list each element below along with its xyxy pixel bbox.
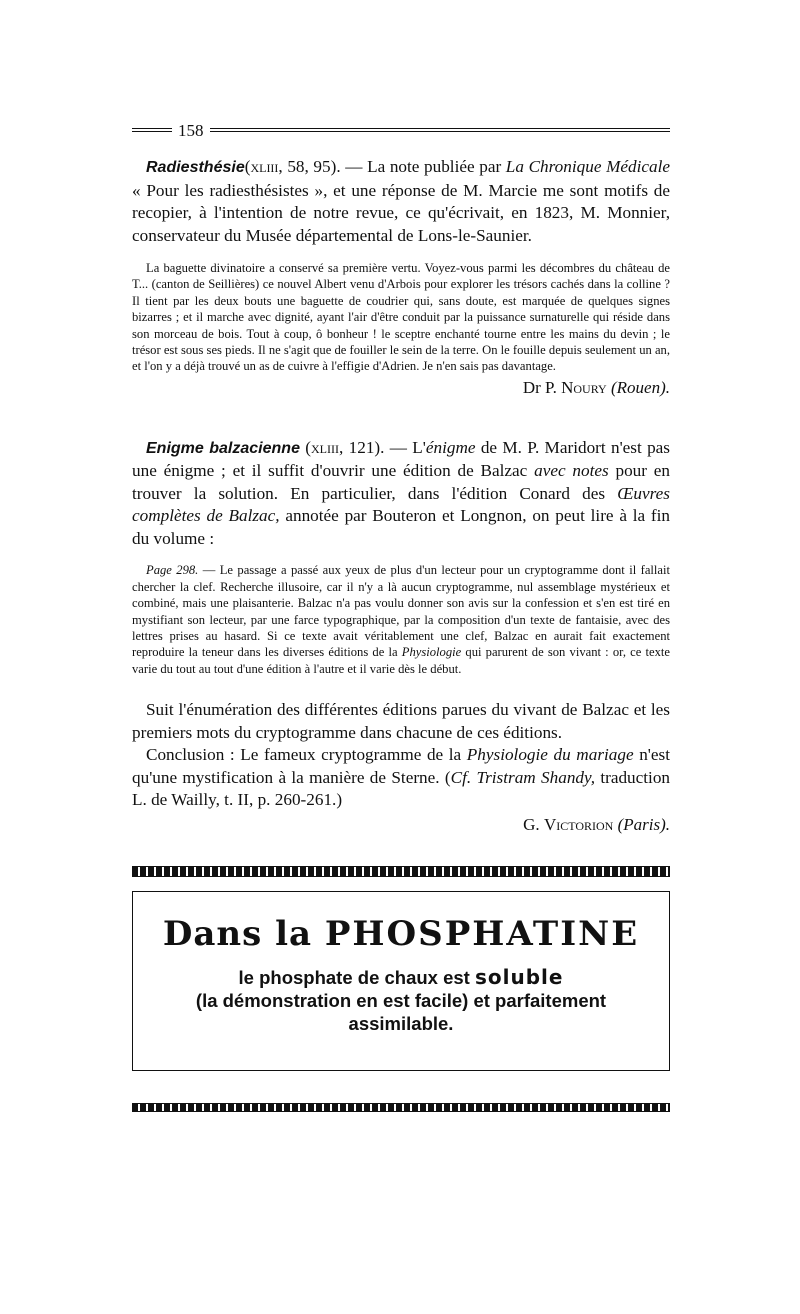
page	[132, 120, 670, 1112]
oeuvres-title: Œuvres complètes de Balzac,	[132, 483, 670, 526]
header-rule-left	[132, 128, 172, 132]
radiesthesie-text-a: — La note publiée par	[340, 157, 506, 176]
signature-noury-prefix: Dr P.	[522, 377, 562, 397]
ad-body	[133, 966, 669, 1035]
conclusion-text-a: Conclusion : Le fameux cryptogramme de la	[146, 745, 467, 765]
quote-text-b: qui parurent de son vivant : or, ce texte varie du tout au tout d'une édition à l'autre et il varie dès le début.	[132, 645, 670, 676]
header-rule-right	[210, 128, 671, 132]
quote-physiologie: Physiologie	[401, 645, 462, 660]
radiesthesie-heading: Radiesthésie	[146, 159, 245, 176]
quote-text-a: — Le passage a passé aux yeux de plus d'un lecteur pour un cryptogramme dont il fallait chercher la clef. Recherche illusoire, car il n'y a là aucun cryptogramme, nul assemblage mystérieux et combiné, mais une plaisanterie. Balzac n'a pas voulu donner son avis sur la confession et s'en est tiré en mystifiant son lecteur, par une farce typographique, par la composition d'un texte de fantaisie, avec des lettres prises au hasard. Si ce texte avait véritablement une clef, Balzac en aurait fait exactement reproduire la teneur dans les diverses éditions de la	[132, 563, 670, 660]
dotted-rule-top	[132, 866, 670, 877]
signature-victorion-place: (Paris).	[617, 814, 670, 834]
conclusion-paragraph	[132, 744, 670, 812]
radiesthesie-quote: La baguette divinatoire a conservé sa première vertu. Voyez-vous parmi les décombres du château de T... (canton de Seillières) ce nouvel Albert venu d'Arbois pour explorer les trésors cachés dans la colline ? Il tient par les deux bouts une baguette de coudrier qui, sans doute, est marquée de quelques signes bizarres ; et il marche avec dignité, ayant l'air d'être conduit par la puissance surnaturelle qui réside dans son morceau de bois. Tout à coup, ô bonheur ! le sceptre enchanté tourne entre les mains du devin ; le trésor est sous ses pieds. Il ne s'agit que de fouiller le sein de la terre. On le fouille depuis seulement un an, et l'on y a déjà trouvé un as de cuivre à l'effigie d'Adrien. Je n'en sais pas davantage.	[132, 261, 670, 374]
radiesthesie-text-b: « Pour les radiesthésistes », et une réponse de M. Marcie me sont motifs de recopier, à l'intention de notre revue, ce qu'écrivait, en 1823, M. Monnier, conservateur du Musée départemental de Lons-le-Saunier.	[132, 180, 670, 245]
enigme-text-a: — L'	[384, 437, 426, 457]
dotted-rule-bottom	[132, 1103, 670, 1112]
quote-page-ref: Page 298.	[146, 563, 199, 578]
ad-line-1-a: le phosphate de chaux est	[238, 966, 475, 988]
radiesthesie-paragraph	[132, 156, 670, 247]
journal-title: La Chronique Médicale	[505, 157, 671, 176]
enigme-word: énigme	[425, 437, 476, 457]
signature-victorion-prefix: G.	[523, 814, 544, 834]
ad-title-b: PHOSPHATINE	[324, 913, 640, 954]
article-enigme-balzacienne	[132, 437, 670, 836]
ad-line-3: assimilable.	[348, 1012, 454, 1034]
article-radiesthesie	[132, 156, 670, 399]
ad-line-2: (la démonstration en est facile) et parfaitement	[195, 989, 607, 1011]
enigme-quote	[132, 562, 670, 677]
phosphatine-advertisement	[132, 891, 670, 1071]
conclusion-cf: Cf. Tristram Shandy,	[450, 767, 595, 787]
ad-title-a: Dans la	[162, 913, 325, 954]
enigme-text-c: pour en trouver la solution. En particulier, dans l'édition Conard des	[132, 461, 670, 503]
page-number: 158	[178, 120, 204, 140]
ad-line-1	[133, 966, 669, 989]
conclusion-physiologie: Physiologie du mariage	[466, 745, 634, 765]
enumeration-paragraph: Suit l'énumération des différentes éditions parues du vivant de Balzac et les premiers mots du cryptogramme dans chacune de ces éditions.	[132, 700, 670, 742]
conclusion-text-b: n'est qu'une mystification à la manière de Sterne. (	[132, 745, 670, 787]
enigme-heading: Enigme balzacienne	[146, 439, 300, 457]
radiesthesie-ref: (xliii, 58, 95).	[244, 157, 341, 176]
conclusion-text-c: traduction L. de Wailly, t. II, p. 260-261.)	[132, 767, 671, 810]
enigme-text-b: de M. P. Maridort n'est pas une énigme ; et il suffit d'ouvrir une édition de Balzac	[132, 437, 671, 481]
signature-noury-name: Noury	[561, 377, 607, 397]
avec-notes: avec notes	[534, 461, 609, 481]
ad-title	[133, 914, 669, 954]
page-header	[132, 120, 670, 140]
enigme-ref: (xliii, 121).	[305, 437, 385, 457]
enigme-text-d: annotée par Bouteron et Longnon, on peut lire à la fin du volume :	[132, 506, 670, 548]
signature-noury	[132, 377, 670, 399]
ad-soluble: soluble	[474, 964, 564, 989]
signature-noury-place: (Rouen).	[610, 377, 670, 397]
signature-victorion-name: Victorion	[543, 814, 614, 834]
signature-victorion	[132, 814, 670, 836]
enigme-paragraph	[132, 437, 670, 551]
